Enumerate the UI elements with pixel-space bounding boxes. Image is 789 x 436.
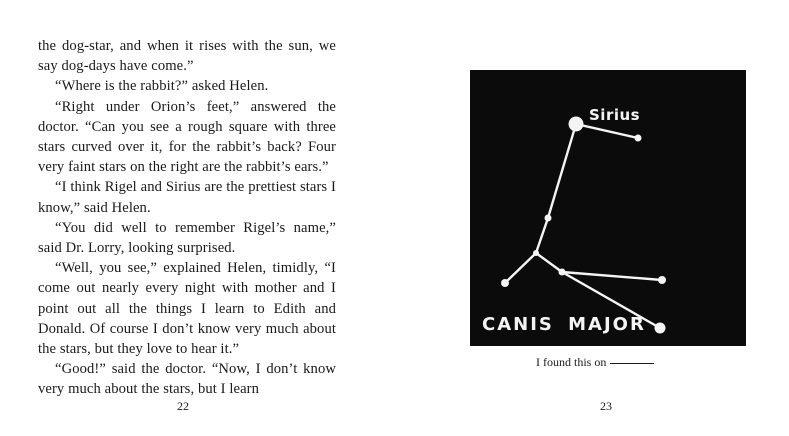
caption-text: I found this on: [536, 355, 607, 369]
caption-blank-line: [610, 363, 654, 364]
constellation-figure: [470, 70, 746, 346]
left-page: [0, 0, 394, 436]
figure-caption: [536, 355, 654, 370]
constellation-line: [548, 124, 576, 218]
star: [533, 250, 539, 256]
right-page: [394, 0, 789, 436]
paragraph: “Well, you see,” explained Helen, timidly, “I come out nearly every night with mother and I point out all the things I learn to Edith and Donald. Of course I don’t know very much about the stars, but they love to hear it.”: [38, 260, 336, 358]
page-number: 22: [177, 399, 189, 413]
star: [545, 215, 552, 222]
star: [655, 323, 666, 334]
paragraph: “Good!” said the doctor. “Now, I don’t know very much about the stars, but I learn: [38, 361, 336, 398]
constellation-line: [562, 272, 662, 280]
star: [501, 279, 509, 287]
constellation-line: [536, 218, 548, 253]
paragraph: “Where is the rabbit?” asked Helen.: [55, 78, 269, 95]
star: [635, 135, 642, 142]
constellation-line: [576, 124, 638, 138]
paragraph: “I think Rigel and Sirius are the prettiest stars I know,” said Helen.: [38, 179, 336, 216]
page-number: 23: [600, 399, 612, 413]
star: [658, 276, 666, 284]
constellation-line: [536, 253, 562, 272]
star-label-sirius: Sirius: [589, 106, 641, 124]
paragraph: the dog-star, and when it rises with the sun, we say dog-days have come.”: [38, 38, 336, 75]
star-sirius: [569, 117, 584, 132]
constellation-line: [505, 253, 536, 283]
constellation-label: CANIS MAJOR: [482, 314, 646, 335]
paragraph: “You did well to remember Rigel’s name,” said Dr. Lorry, looking surprised.: [38, 219, 336, 257]
star: [559, 269, 566, 276]
page-text: [38, 36, 336, 400]
paragraph: “Right under Orion’s feet,” answered the doctor. “Can you see a rough square with three stars curved over it, for the rabbit’s back? Four very faint stars on the right are the rabbit’s ears.”: [38, 98, 336, 176]
